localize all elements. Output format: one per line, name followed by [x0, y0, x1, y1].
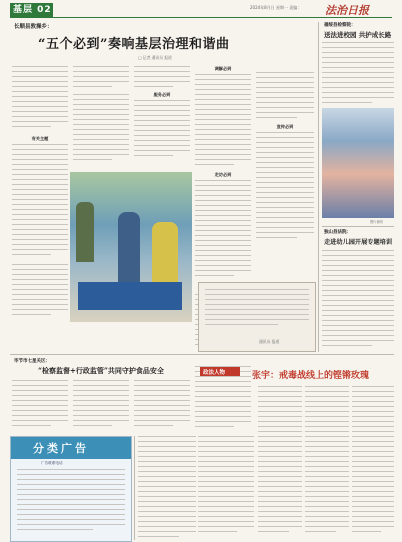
photo-figure-3 [152, 222, 178, 286]
section-label: 基层 02 [10, 3, 53, 17]
ad-text [17, 469, 125, 535]
profile-col0 [198, 436, 254, 536]
ad-block [10, 436, 132, 542]
right-mid-text [322, 250, 394, 350]
right-divider [322, 226, 394, 227]
profile-col3 [352, 386, 394, 536]
main-photo [70, 172, 192, 322]
ad-sub: 广告联系电话 [41, 461, 63, 465]
profile-col2 [305, 386, 349, 536]
ad-title: 分类广告 [33, 442, 89, 455]
right-top-title: 送法进校园 共护成长路 [324, 31, 392, 39]
profile-title: 张宇：戒毒战线上的铿锵玫瑰 [252, 371, 370, 381]
main-col4b-text [195, 180, 251, 280]
quote-box [198, 282, 316, 352]
main-col3-top [134, 66, 190, 90]
quote-text [205, 289, 309, 337]
section-heading-1: 有关主题 [31, 136, 49, 141]
main-kicker: 长顺县敦操乡： [14, 24, 53, 30]
profile-tag: 政法人物 [203, 370, 226, 376]
section-heading-5: 宣传必到 [276, 124, 294, 129]
bottom-left-col3 [134, 380, 190, 432]
main-col1b-text [12, 144, 68, 260]
page-divider [10, 354, 394, 355]
right-top-caption: 图片说明 [370, 220, 383, 224]
main-col2-top [73, 66, 129, 90]
main-byline: □ 记者 通讯员 报道 [138, 55, 172, 60]
quote-signature: 通讯员 报道 [259, 339, 280, 344]
section-heading-4: 走访必到 [214, 172, 232, 177]
bottom-left-kicker: 毕节市七星关区： [14, 359, 50, 364]
right-mid-kicker: 独山县法院： [324, 230, 351, 235]
issue-meta: 2024年8月日 星期一 责编： [250, 5, 302, 10]
bottom-left-col2 [73, 380, 129, 432]
profile-col1 [258, 386, 302, 536]
main-col4-text [195, 74, 251, 170]
column-divider [318, 22, 319, 352]
main-col5b-text [256, 132, 314, 242]
bottom-left-title: “检察监督+行政监管”共同守护食品安全 [38, 366, 164, 375]
section-heading-3: 调解必到 [214, 66, 232, 71]
right-top-text [322, 42, 394, 106]
photo-table [78, 282, 182, 310]
section-heading-2: 服务必到 [153, 92, 171, 97]
main-col5-text [256, 72, 314, 120]
notices-text [134, 436, 196, 540]
photo-figure-1 [76, 202, 94, 262]
main-col3-mid [134, 100, 190, 160]
paper-logo: 法治日报 [325, 4, 369, 17]
main-title: “五个必到”奏响基层治理和谐曲 [38, 37, 230, 52]
main-col2-mid [73, 94, 129, 168]
main-col1c-text [12, 264, 68, 320]
right-top-photo [322, 108, 394, 218]
main-col1-text [12, 66, 68, 134]
bottom-left-col1 [12, 380, 68, 432]
right-mid-title: 走进幼儿园开展专题培训 [324, 239, 393, 246]
photo-figure-2 [118, 212, 140, 282]
right-top-kicker: 福绥县检察院： [324, 23, 356, 28]
